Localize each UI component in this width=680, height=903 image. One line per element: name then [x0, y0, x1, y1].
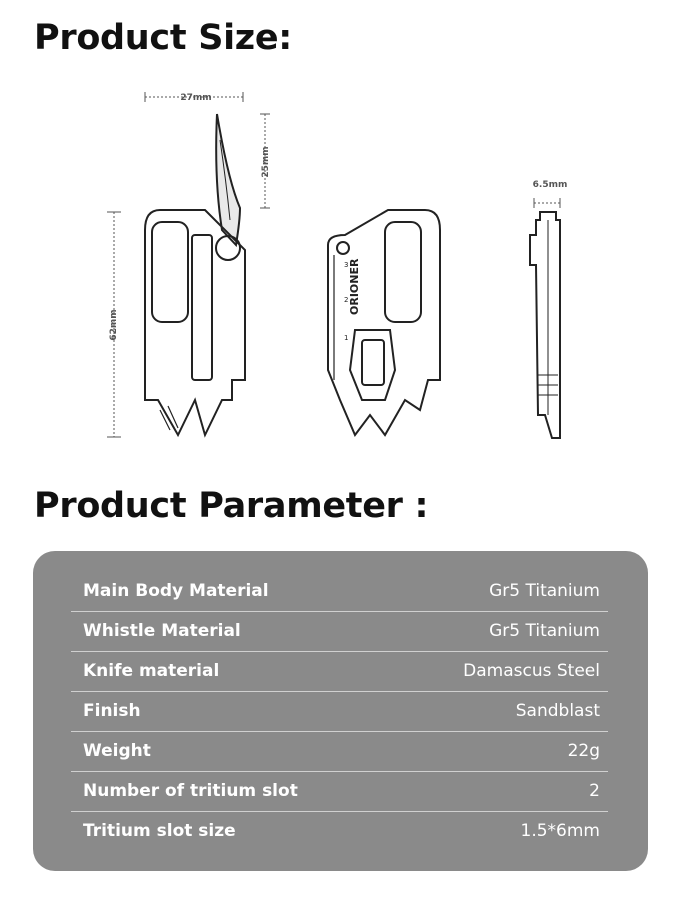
param-name: Finish: [83, 701, 141, 721]
param-value: Sandblast: [515, 701, 600, 721]
table-row: [71, 571, 608, 612]
param-value: Damascus Steel: [463, 661, 600, 681]
product-size-title: Product Size:: [34, 18, 293, 58]
table-row: [71, 771, 608, 812]
ruler-2: 2: [344, 296, 349, 304]
table-row: [71, 651, 608, 692]
param-name: Knife material: [83, 661, 220, 681]
thickness-dimension-label: 6.5mm: [532, 180, 568, 190]
table-row: [71, 611, 608, 652]
parameter-table: [33, 551, 648, 871]
ruler-1: 1: [344, 334, 349, 342]
width-dimension-label: 27mm: [180, 93, 212, 103]
param-name: Main Body Material: [83, 581, 269, 601]
side-view: [530, 198, 560, 438]
param-value: 2: [589, 781, 600, 801]
param-value: Gr5 Titanium: [489, 581, 600, 601]
blade-dimension-label: 25mm: [261, 146, 271, 178]
table-row: [71, 691, 608, 732]
table-row: [71, 811, 608, 851]
param-name: Whistle Material: [83, 621, 241, 641]
height-dimension-label: 62mm: [109, 309, 119, 341]
ruler-3: 3: [344, 261, 349, 269]
brand-text: ORIONER: [348, 258, 361, 315]
front-view-knife: [107, 92, 270, 437]
front-view-closed: [328, 210, 440, 435]
param-value: 1.5*6mm: [520, 821, 600, 841]
param-name: Number of tritium slot: [83, 781, 298, 801]
product-drawings: [0, 70, 680, 470]
param-value: 22g: [567, 741, 600, 761]
param-value: Gr5 Titanium: [489, 621, 600, 641]
product-parameter-title: Product Parameter :: [34, 486, 429, 526]
param-name: Weight: [83, 741, 151, 761]
param-name: Tritium slot size: [83, 821, 236, 841]
table-row: [71, 731, 608, 772]
